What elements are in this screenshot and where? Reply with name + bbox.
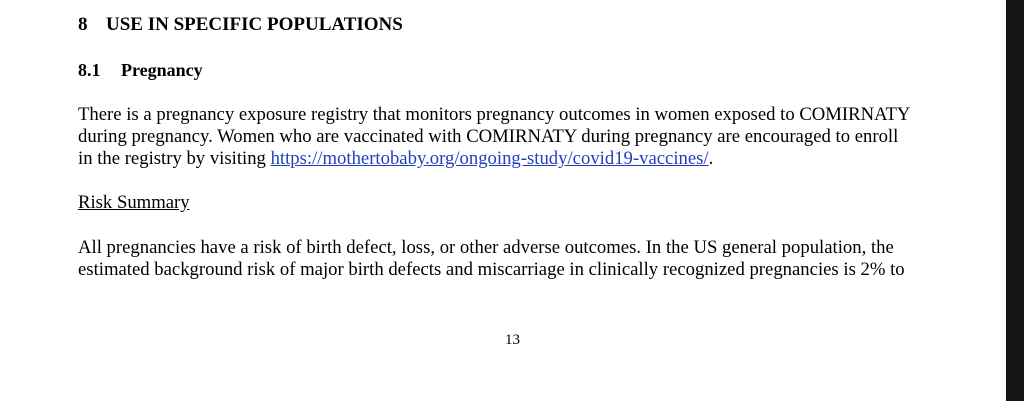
section-number: 8 xyxy=(78,14,88,35)
paragraph-line: estimated background risk of major birth defects and miscarriage in clinically recognized pregnancies is 2% to xyxy=(78,259,905,280)
registry-paragraph xyxy=(78,104,958,170)
paragraph-line xyxy=(78,148,958,170)
risk-paragraph xyxy=(78,237,958,281)
paragraph-text: in the registry by visiting xyxy=(78,148,271,169)
risk-summary-heading: Risk Summary xyxy=(78,192,190,213)
section-heading xyxy=(78,14,403,36)
subsection-heading xyxy=(78,60,203,81)
subsection-title: Pregnancy xyxy=(121,60,203,80)
paragraph-text: . xyxy=(708,148,714,169)
paragraph-line: during pregnancy. Women who are vaccinated with COMIRNATY during pregnancy are encouraged to enroll xyxy=(78,126,899,147)
subsection-number: 8.1 xyxy=(78,60,101,80)
page-number: 13 xyxy=(505,332,520,348)
paragraph-line: All pregnancies have a risk of birth defect, loss, or other adverse outcomes. In the US general population, the xyxy=(78,237,894,258)
section-title: USE IN SPECIFIC POPULATIONS xyxy=(106,14,403,35)
paragraph-line: There is a pregnancy exposure registry that monitors pregnancy outcomes in women exposed to COMIRNATY xyxy=(78,104,911,125)
registry-link[interactable]: https://mothertobaby.org/ongoing-study/covid19-vaccines/ xyxy=(270,148,709,169)
scrollbar[interactable] xyxy=(1006,0,1024,401)
